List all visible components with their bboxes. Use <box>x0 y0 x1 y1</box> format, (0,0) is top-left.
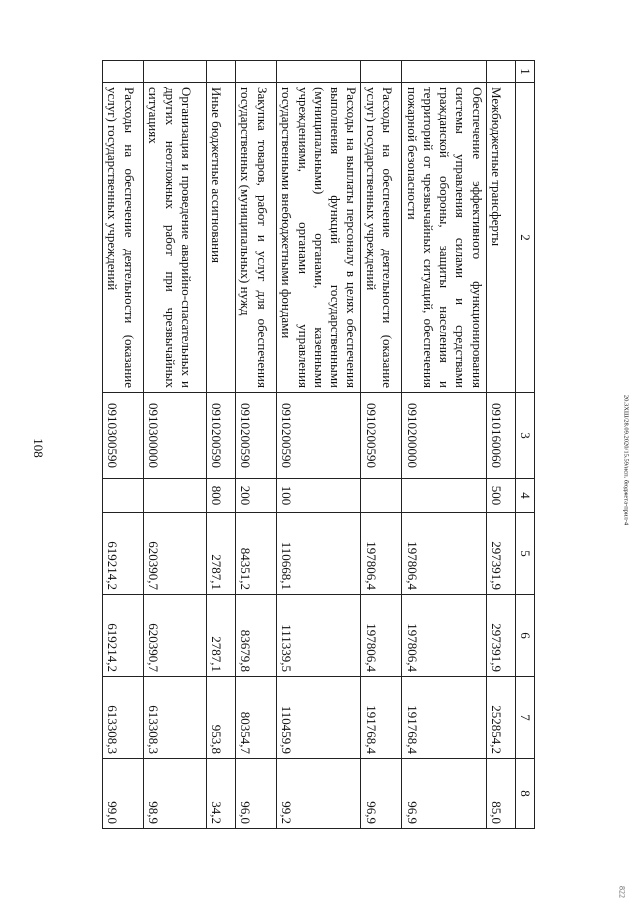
row-description: Обеспечение эффективного функционирования системы управления силами и средствами гражданской обороны, защиты населения и территорий от чрезвычайных ситуаций, обеспечения пожарной безопасности <box>402 83 486 393</box>
row-value-8: 96,9 <box>361 759 402 829</box>
table-row <box>486 61 515 829</box>
row-value-6: 197806,4 <box>361 595 402 677</box>
row-expense-type: 500 <box>486 479 515 513</box>
row-code: 0910300590 <box>103 393 144 479</box>
table-row <box>361 61 402 829</box>
row-value-6: 620390,7 <box>144 595 207 677</box>
row-value-5: 2787,1 <box>207 513 236 595</box>
row-index-cell <box>103 61 144 83</box>
table-header-row <box>515 61 534 829</box>
column-header: 5 <box>515 513 534 595</box>
row-value-6: 83679,8 <box>236 595 277 677</box>
row-value-7: 252854,2 <box>486 677 515 759</box>
corner-mark: 822 <box>617 886 627 898</box>
page-footer: 20.3ХШ/28.09.2020/15.59/исп. бюджета-прил-4 <box>622 394 630 526</box>
row-value-5: 197806,4 <box>402 513 486 595</box>
row-value-6: 111339,5 <box>277 595 361 677</box>
row-index-cell <box>486 61 515 83</box>
row-value-8: 98,9 <box>144 759 207 829</box>
column-header: 2 <box>515 83 534 393</box>
row-value-7: 191768,4 <box>402 677 486 759</box>
row-value-7: 613308,3 <box>103 677 144 759</box>
table-row <box>402 61 486 829</box>
table-row <box>144 61 207 829</box>
row-value-8: 96,0 <box>236 759 277 829</box>
row-value-5: 620390,7 <box>144 513 207 595</box>
row-code: 0910200590 <box>236 393 277 479</box>
row-expense-type: 100 <box>277 479 361 513</box>
row-value-8: 96,9 <box>402 759 486 829</box>
row-code: 0910200590 <box>277 393 361 479</box>
row-value-8: 99,2 <box>277 759 361 829</box>
budget-table-container <box>105 60 535 828</box>
row-expense-type: 800 <box>207 479 236 513</box>
row-index-cell <box>207 61 236 83</box>
row-description: Расходы на обеспечение деятельности (оказание услуг) государственных учреждений <box>361 83 402 393</box>
row-value-6: 619214,2 <box>103 595 144 677</box>
row-code: 0910300000 <box>144 393 207 479</box>
row-value-7: 953,8 <box>207 677 236 759</box>
row-index-cell <box>361 61 402 83</box>
row-value-7: 191768,4 <box>361 677 402 759</box>
row-value-5: 110668,1 <box>277 513 361 595</box>
page-number: 108 <box>31 438 46 458</box>
column-header: 8 <box>515 759 534 829</box>
row-code: 0910160060 <box>486 393 515 479</box>
row-code: 0910200000 <box>402 393 486 479</box>
table-row <box>236 61 277 829</box>
row-description: Иные бюджетные ассигнования <box>207 83 236 393</box>
budget-table <box>102 60 535 829</box>
row-value-5: 197806,4 <box>361 513 402 595</box>
column-header: 1 <box>515 61 534 83</box>
column-header: 4 <box>515 479 534 513</box>
table-row <box>277 61 361 829</box>
row-code: 0910200590 <box>361 393 402 479</box>
row-expense-type <box>144 479 207 513</box>
row-expense-type <box>103 479 144 513</box>
row-index-cell <box>402 61 486 83</box>
row-expense-type: 200 <box>236 479 277 513</box>
row-code: 0910200590 <box>207 393 236 479</box>
row-index-cell <box>277 61 361 83</box>
column-header: 7 <box>515 677 534 759</box>
column-header: 6 <box>515 595 534 677</box>
row-value-7: 613308,3 <box>144 677 207 759</box>
row-description: Расходы на обеспечение деятельности (оказание услуг) государственных учреждений <box>103 83 144 393</box>
row-value-6: 297391,9 <box>486 595 515 677</box>
row-description: Организация и проведение аварийно-спасательных и других неотложных работ при чрезвычайных ситуациях <box>144 83 207 393</box>
row-value-7: 110459,9 <box>277 677 361 759</box>
row-value-8: 85,0 <box>486 759 515 829</box>
row-value-6: 197806,4 <box>402 595 486 677</box>
row-index-cell <box>144 61 207 83</box>
row-expense-type <box>402 479 486 513</box>
row-value-5: 297391,9 <box>486 513 515 595</box>
row-value-8: 99,0 <box>103 759 144 829</box>
row-expense-type <box>361 479 402 513</box>
row-index-cell <box>236 61 277 83</box>
row-value-6: 2787,1 <box>207 595 236 677</box>
row-value-5: 84351,2 <box>236 513 277 595</box>
table-row <box>207 61 236 829</box>
row-value-8: 34,2 <box>207 759 236 829</box>
table-row <box>103 61 144 829</box>
row-description: Закупка товаров, работ и услуг для обеспечения государственных (муниципальных) нужд <box>236 83 277 393</box>
column-header: 3 <box>515 393 534 479</box>
row-description: Межбюджетные трансферты <box>486 83 515 393</box>
row-value-5: 619214,2 <box>103 513 144 595</box>
row-value-7: 80354,7 <box>236 677 277 759</box>
row-description: Расходы на выплаты персоналу в целях обеспечения выполнения функций государственными (муниципальными) органами, казенными учреждениями, органами управления государственными внебюджетными фондами <box>277 83 361 393</box>
